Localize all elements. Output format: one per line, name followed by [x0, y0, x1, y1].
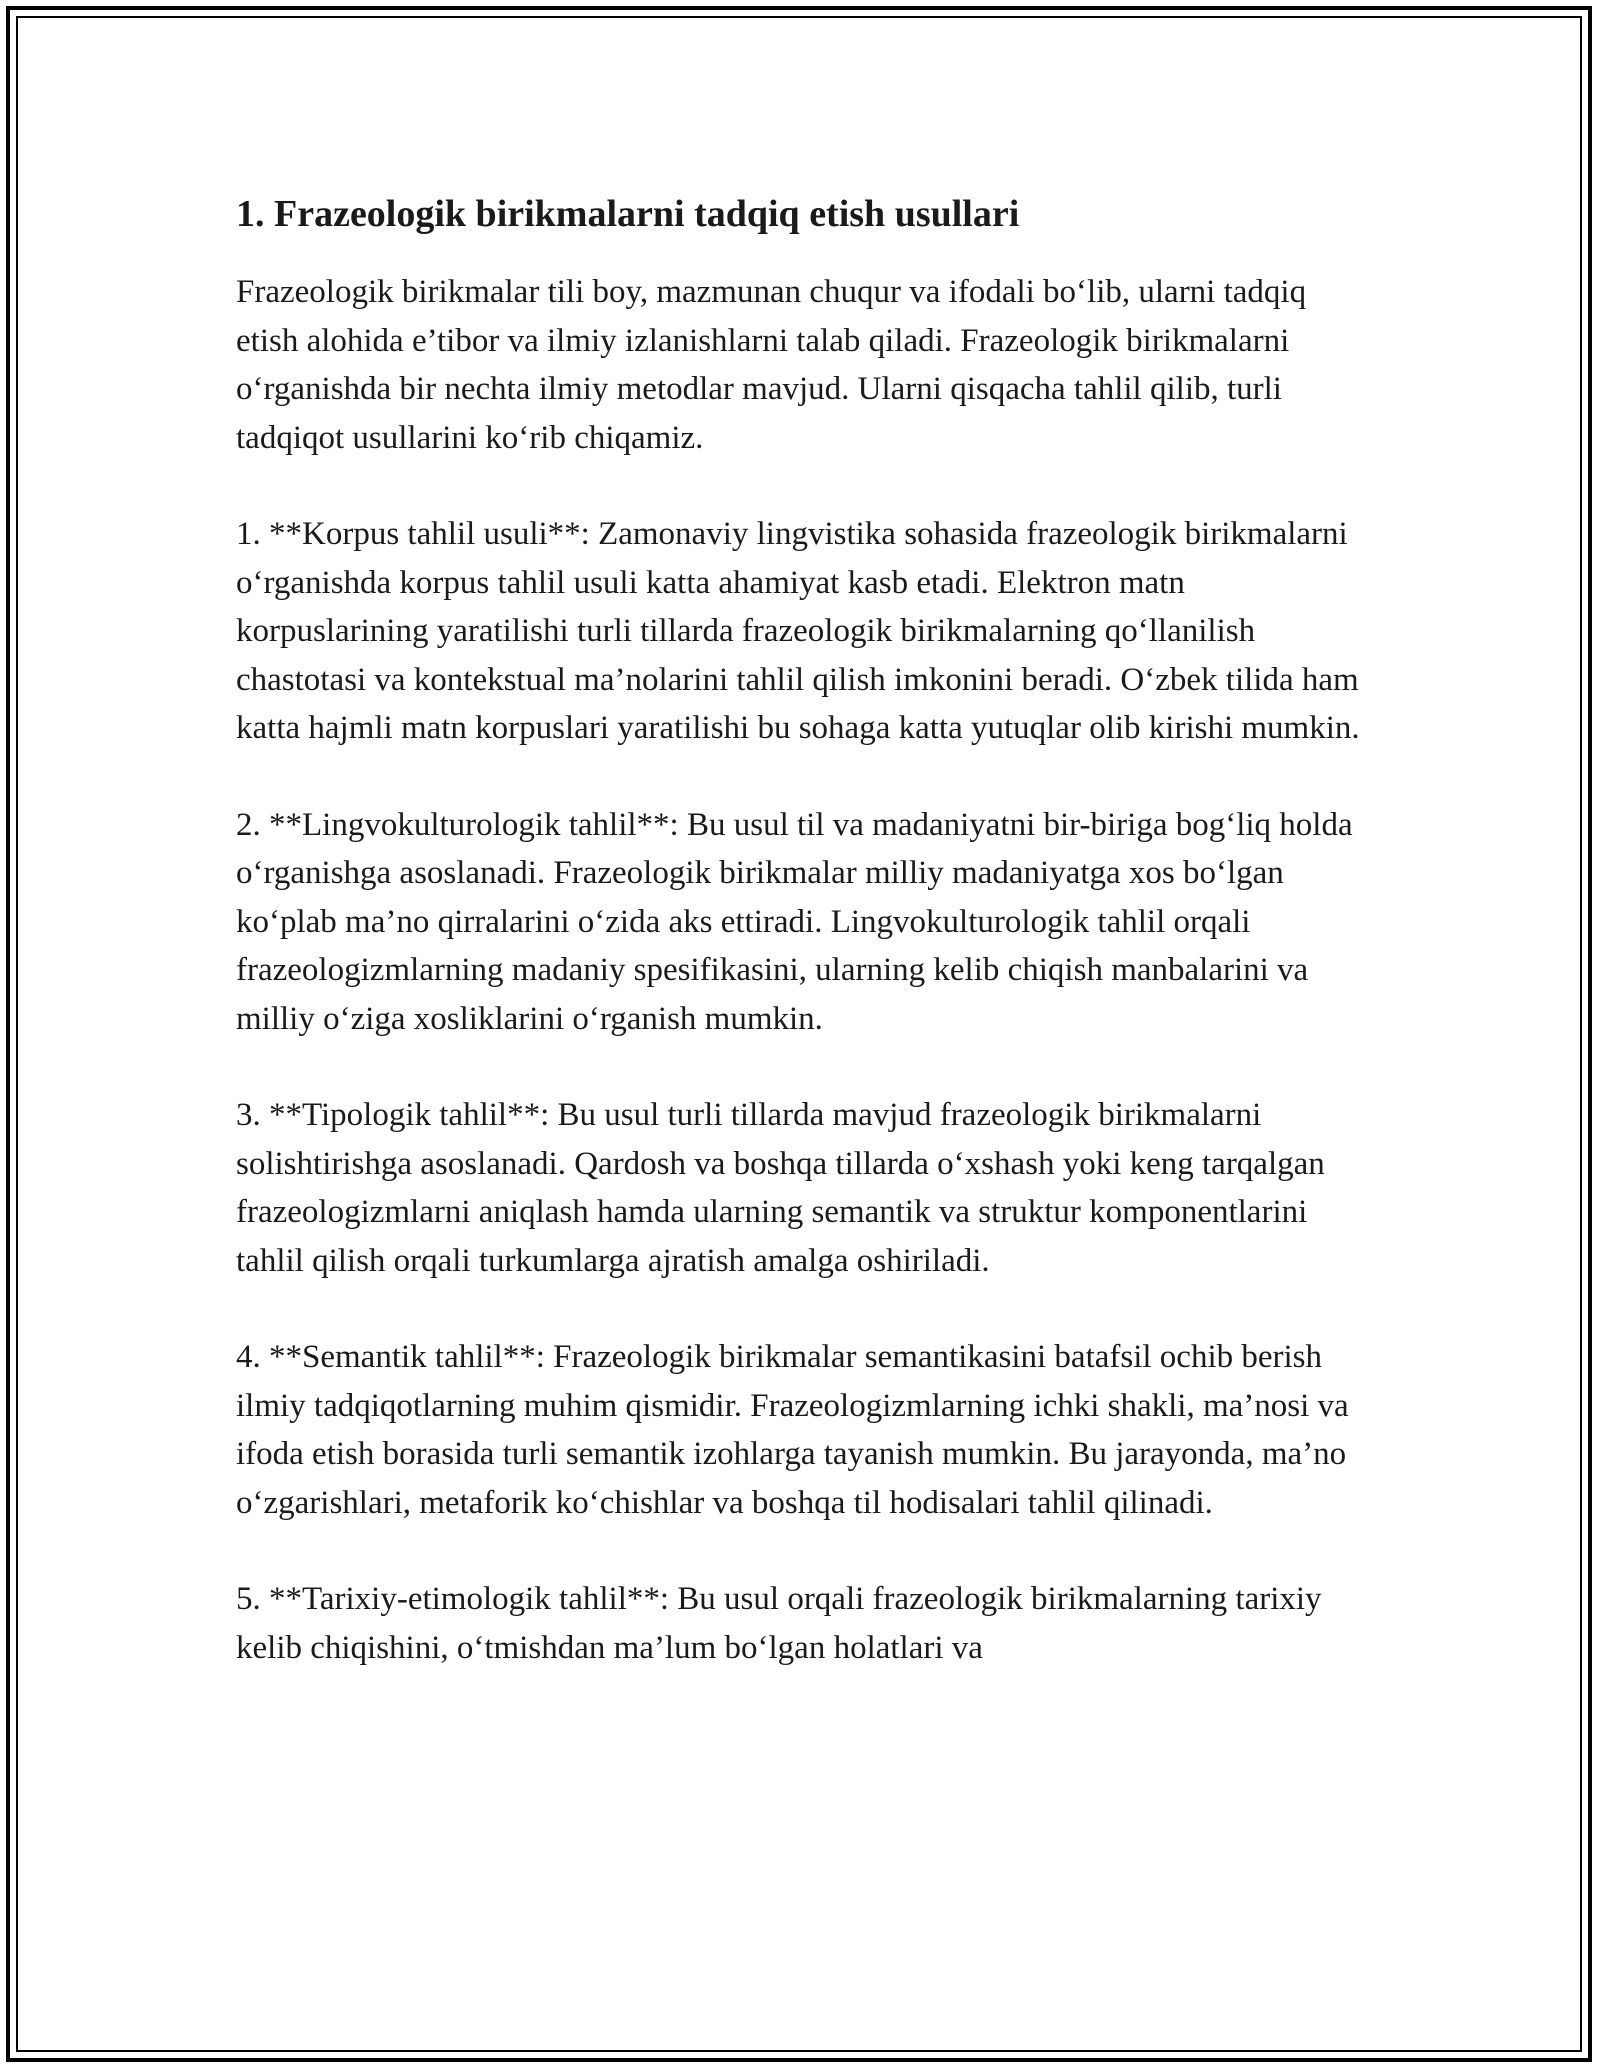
method-paragraph-linguocultural: 2. **Lingvokulturologik tahlil**: Bu usul til va madaniyatni bir-biriga bog‘liq holda o‘rganishga asoslanadi. Frazeologik birikmalar milliy madaniyatga xos bo‘lgan ko‘plab ma’no qirralarini o‘zida aks ettiradi. Lingvokulturologik tahlil orqali frazeologizmlarning madaniy spesifikasini, ularning kelib chiqish manbalarini va milliy o‘ziga xosliklarini o‘rganish mumkin. — [236, 806, 1353, 1037]
method-paragraph-corpus: 1. **Korpus tahlil usuli**: Zamonaviy lingvistika sohasida frazeologik birikmalarni o‘rganishda korpus tahlil usuli katta ahamiyat kasb etadi. Elektron matn korpuslarining yaratilishi turli tillarda frazeologik birikmalarning qo‘llanilish chastotasi va kontekstual ma’nolarini tahlil qilish imkonini beradi. O‘zbek tilida ham katta hajmli matn korpuslari yaratilishi bu sohaga katta yutuqlar olib kirishi mumkin. — [236, 516, 1360, 746]
document-body — [236, 188, 1366, 1720]
method-paragraph-historical: 5. **Tarixiy-etimologik tahlil**: Bu usul orqali frazeologik birikmalarning tarixiy kelib chiqishini, o‘tmishdan ma’lum bo‘lgan holatlari va — [236, 1581, 1322, 1666]
method-paragraph-typological: 3. **Tipologik tahlil**: Bu usul turli tillarda mavjud frazeologik birikmalarni solishtirishga asoslanadi. Qardosh va boshqa tillarda o‘xshash yoki keng tarqalgan frazeologizmlarni aniqlash hamda ularning semantik va struktur komponentlarini tahlil qilish orqali turkumlarga ajratish amalga oshiriladi. — [236, 1097, 1325, 1279]
intro-paragraph: Frazeologik birikmalar tili boy, mazmunan chuqur va ifodali bo‘lib, ularni tadqiq etish alohida e’tibor va ilmiy izlanishlarni talab qiladi. Frazeologik birikmalarni o‘rganishda bir nechta ilmiy metodlar mavjud. Ularni qisqacha tahlil qilib, turli tadqiqot usullarini ko‘rib chiqamiz. — [236, 274, 1307, 456]
section-heading: 1. Frazeologik birikmalarni tadqiq etish usullari — [236, 193, 1020, 235]
method-paragraph-semantic: 4. **Semantik tahlil**: Frazeologik birikmalar semantikasini batafsil ochib berish ilmiy tadqiqotlarning muhim qismidir. Frazeologizmlarning ichki shakli, ma’nosi va ifoda etish borasida turli semantik izohlarga tayanish mumkin. Bu jarayonda, ma’no o‘zgarishlari, metaforik ko‘chishlar va boshqa til hodisalari tahlil qilinadi. — [236, 1339, 1349, 1521]
